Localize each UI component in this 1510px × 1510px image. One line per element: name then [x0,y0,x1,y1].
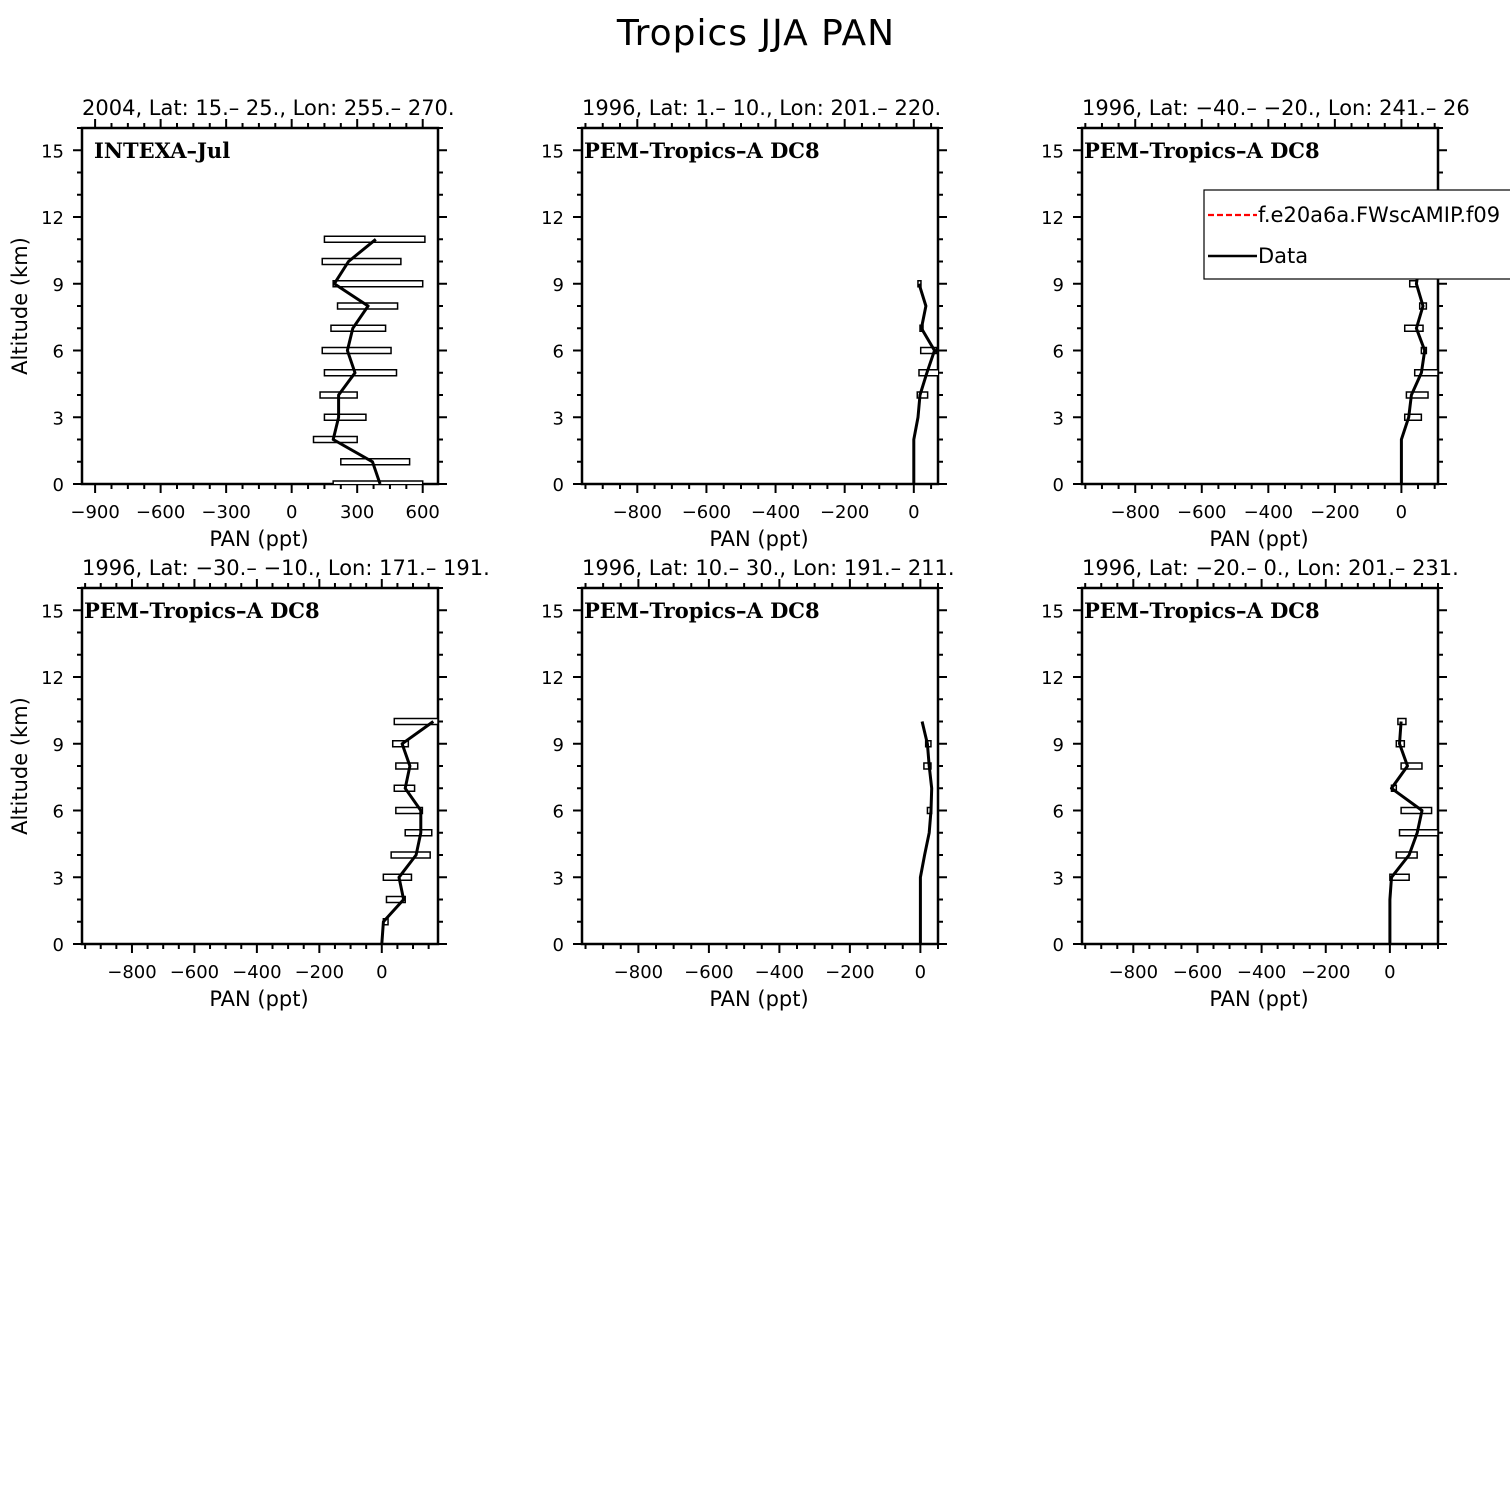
y-tick-label: 0 [1052,935,1064,956]
campaign-label: PEM–Tropics–A DC8 [1084,598,1320,623]
panel-title: 1996, Lat: 1.– 10., Lon: 201.– 220. [582,96,942,120]
x-tick-label: −800 [107,962,157,983]
y-tick-label: 15 [1041,601,1064,623]
x-tick-label: −900 [70,502,120,523]
range-bar [341,459,410,465]
x-tick-label: −400 [754,962,805,983]
range-bar [333,281,423,287]
x-tick-label: −600 [1177,502,1227,523]
y-tick-label: 12 [41,208,64,229]
x-tick-label: −600 [1172,962,1223,983]
y-tick-label: 6 [52,341,64,363]
x-tick-label: −800 [1110,502,1160,523]
x-tick-label: −300 [201,502,251,523]
x-tick-label: −600 [684,962,734,983]
y-tick-label: 15 [41,601,64,623]
y-tick-label: 15 [541,601,564,623]
y-tick-label: 9 [552,274,564,296]
y-tick-label: 12 [1041,208,1064,229]
y-tick-label: 3 [52,408,64,430]
range-bar [1401,808,1431,814]
y-tick-label: 6 [52,801,64,823]
x-tick-label: −600 [135,502,186,523]
y-tick-label: 3 [552,408,564,430]
x-tick-label: −600 [169,962,220,983]
x-tick-label: 300 [340,502,375,523]
x-tick-label: 0 [1395,502,1408,523]
x-tick-label: 0 [908,502,920,523]
x-tick-label: 0 [376,962,388,983]
range-bar [324,414,365,420]
x-tick-label: 600 [405,502,440,523]
y-tick-label: 6 [1052,341,1064,363]
x-axis-label: PAN (ppt) [709,527,809,551]
range-bar [322,259,401,265]
y-tick-label: 6 [552,341,564,363]
x-axis-label: PAN (ppt) [1209,527,1309,551]
x-tick-label: −800 [1108,962,1159,983]
y-tick-label: 12 [541,208,564,229]
y-tick-label: 0 [552,475,564,496]
range-bar [405,830,432,836]
campaign-label: PEM–Tropics–A DC8 [84,598,320,623]
y-tick-label: 6 [552,801,564,823]
figure-title: Tropics JJA PAN [616,13,896,54]
range-bar [396,763,418,769]
panel-title: 1996, Lat: 10.– 30., Lon: 191.– 211. [582,556,955,580]
x-axis-label: PAN (ppt) [709,987,809,1011]
campaign-label: PEM–Tropics–A DC8 [1084,138,1320,163]
y-tick-label: 12 [541,668,564,689]
x-tick-label: −200 [1310,502,1360,523]
range-bar [383,874,411,880]
x-axis-label: PAN (ppt) [209,527,309,551]
x-tick-label: −600 [681,502,732,523]
legend-data-label: Data [1258,244,1309,268]
legend-model-label: f.e20a6a.FWscAMIP.f09 [1258,203,1501,227]
x-tick-label: −400 [1236,962,1287,983]
panel-title: 1996, Lat: −20.– 0., Lon: 201.– 231. [1082,556,1459,580]
x-tick-label: 0 [1384,962,1396,983]
range-bar [1415,370,1438,376]
y-tick-label: 0 [1052,475,1064,496]
range-bar [391,852,430,858]
y-axis-label: Altitude (km) [8,237,32,375]
campaign-label: PEM–Tropics–A DC8 [584,598,820,623]
x-axis-label: PAN (ppt) [1209,987,1309,1011]
y-tick-label: 12 [41,668,64,689]
x-tick-label: −200 [819,502,870,523]
x-tick-label: 0 [285,502,298,523]
range-bar [919,370,940,376]
x-tick-label: 0 [914,962,927,983]
y-axis-label: Altitude (km) [8,697,32,835]
y-tick-label: 9 [52,274,64,296]
y-tick-label: 9 [1052,274,1064,296]
x-tick-label: −400 [232,962,282,983]
x-tick-label: −800 [613,962,664,983]
y-tick-label: 12 [1041,668,1064,689]
x-tick-label: −200 [825,962,875,983]
campaign-label: INTEXA–Jul [94,138,231,163]
range-bar [1405,325,1423,331]
y-tick-label: 0 [52,475,64,496]
y-tick-label: 9 [1052,734,1064,756]
y-tick-label: 3 [1052,408,1064,430]
panel-title: 1996, Lat: −40.– −20., Lon: 241.– 26 [1082,96,1470,120]
panel-title: 1996, Lat: −30.– −10., Lon: 171.– 191. [82,556,490,580]
panel-title: 2004, Lat: 15.– 25., Lon: 255.– 270. [82,96,455,120]
y-tick-label: 15 [41,141,64,163]
y-tick-label: 3 [1052,868,1064,890]
range-bar [331,325,386,331]
range-bar [322,348,391,354]
y-tick-label: 9 [52,734,64,756]
y-tick-label: 3 [52,868,64,890]
y-tick-label: 0 [52,935,64,956]
y-tick-label: 0 [552,935,564,956]
y-tick-label: 3 [552,868,564,890]
y-tick-label: 15 [1041,141,1064,163]
x-tick-label: −400 [1243,502,1294,523]
campaign-label: PEM–Tropics–A DC8 [584,138,820,163]
x-tick-label: −200 [1301,962,1351,983]
x-tick-label: −800 [612,502,663,523]
y-tick-label: 6 [1052,801,1064,823]
legend [1204,190,1510,279]
x-tick-label: −200 [294,962,345,983]
y-tick-label: 15 [541,141,564,163]
x-axis-label: PAN (ppt) [209,987,309,1011]
range-bar [324,370,396,376]
x-tick-label: −400 [750,502,801,523]
y-tick-label: 9 [552,734,564,756]
